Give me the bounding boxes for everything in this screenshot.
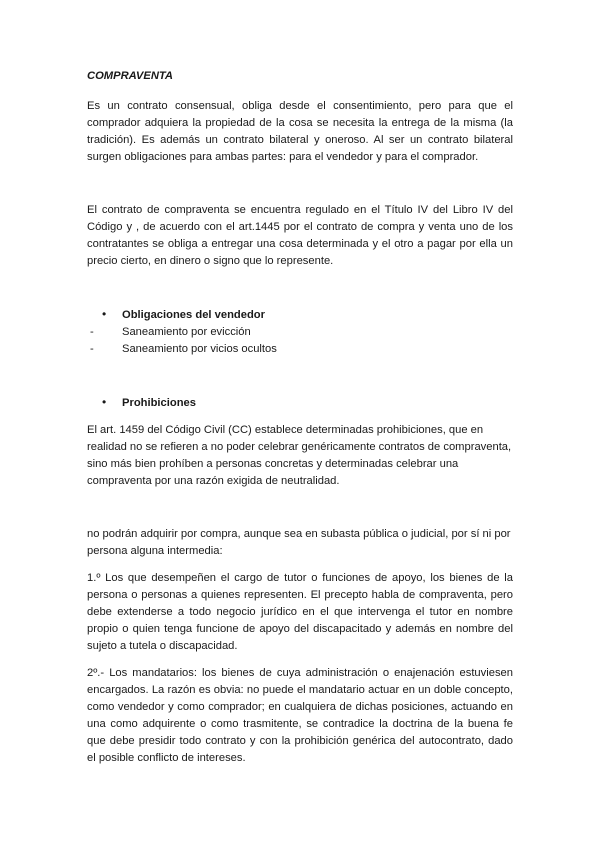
spacer — [87, 166, 513, 202]
bullet-icon: • — [102, 395, 107, 409]
list-item-text: Saneamiento por evicción — [122, 326, 251, 338]
intro-paragraph: Es un contrato consensual, obliga desde el consentimiento, pero para que el comprador adquiera la propiedad de la cosa se necesita la entrega de la misma (la tradición). Es además un contrato bilateral y oneroso. Al ser un contrato bilateral surgen obligaciones para ambas partes: para el vendedor y para el comprador. — [87, 100, 513, 163]
prohibitions-heading-row — [87, 394, 513, 412]
spacer — [87, 412, 513, 422]
list-item — [87, 324, 513, 341]
spacer — [87, 358, 513, 394]
prohibitions-heading: Prohibiciones — [122, 397, 196, 409]
point-2-paragraph: 2º.- Los mandatarios: los bienes de cuya administración o enajenación estuviesen encargados. La razón es obvia: no puede el mandatario actuar en un doble concepto, como vendedor y como comprador; en cualquiera de dichas posiciones, actuando en una como adquirente o como trasmitente, se contradice la doctrina de la buena fe que debe presidir todo contrato y con la prohibición genérica del autocontrato, dado el posible conflicto de intereses. — [87, 667, 513, 764]
document-body — [87, 68, 513, 767]
spacer — [87, 655, 513, 665]
spacer — [87, 560, 513, 570]
spacer — [87, 490, 513, 526]
dash-marker: - — [90, 326, 94, 338]
document-title: COMPRAVENTA — [87, 70, 173, 82]
list-item-text: Saneamiento por vicios ocultos — [122, 343, 277, 355]
regulation-paragraph: El contrato de compraventa se encuentra regulado en el Título IV del Libro IV del Código y , de acuerdo con el art.1445 por el contrato de compra y venta uno de los contratantes se obliga a entregar una cosa determinada y el otro a pagar por ella un precio cierto, en dinero o signo que lo represente. — [87, 204, 513, 267]
point-1-paragraph: 1.º Los que desempeñen el cargo de tutor o funciones de apoyo, los bienes de la persona o personas a quienes representen. El precepto habla de compraventa, pero debe extenderse a todo negocio jurídico en el que intervenga el tutor en nombre propio o quien tenga funcione de apoyo del discapacitado y además en nombre del sujeto a tutela o discapacidad. — [87, 572, 513, 652]
prohibitions-paragraph: El art. 1459 del Código Civil (CC) establece determinadas prohibiciones, que en realidad no se refieren a no poder celebrar genéricamente contratos de compraventa, sino más bien prohíben a personas concretas y determinadas celebrar una compraventa por una razón exigida de neutralidad. — [87, 424, 512, 487]
obligations-heading-row — [87, 306, 513, 324]
bullet-icon: • — [102, 307, 107, 321]
spacer — [87, 270, 513, 306]
obligations-heading: Obligaciones del vendedor — [122, 309, 265, 321]
list-item — [87, 341, 513, 358]
dash-marker: - — [90, 343, 94, 355]
list-intro-paragraph: no podrán adquirir por compra, aunque sea en subasta pública o judicial, por sí ni por persona alguna intermedia: — [87, 528, 511, 557]
